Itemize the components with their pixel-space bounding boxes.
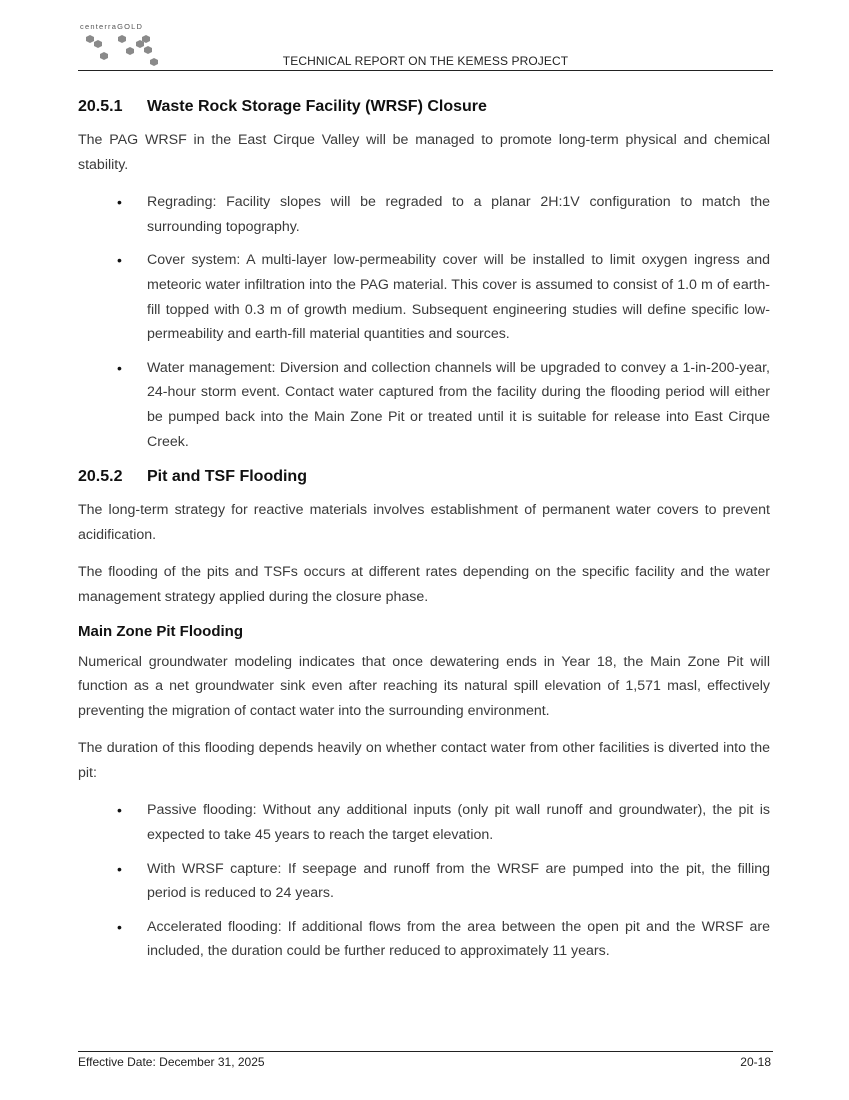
paragraph: The long-term strategy for reactive materials involves establishment of permanent water covers to prevent acidification. [78, 502, 770, 543]
list-item-text: Passive flooding: Without any additional inputs (only pit wall runoff and groundwater), the pit is expected to take 45 years to reach the target elevation. [147, 802, 770, 844]
list-item [78, 356, 770, 454]
bullet-icon: • [117, 802, 122, 819]
bullet-icon: • [117, 359, 122, 376]
list-item [78, 248, 770, 346]
subsection-heading: Main Zone Pit Flooding [78, 622, 243, 640]
footer-divider [78, 1051, 773, 1052]
section-heading-20-5-2 [78, 468, 770, 486]
bullet-list [78, 190, 770, 454]
section-title: Waste Rock Storage Facility (WRSF) Closure [147, 98, 487, 115]
logo-wordmark: centerraGOLD [80, 22, 144, 31]
list-item [78, 857, 770, 906]
report-title: TECHNICAL REPORT ON THE KEMESS PROJECT [282, 54, 569, 68]
list-item-text: Water management: Diversion and collection channels will be upgraded to convey a 1-in-200-year, 24-hour storm event. Contact water captured from the facility during the flooding period will either be pumped back into the Main Zone Pit or treated until it is suitable for release into East Cirque Creek. [147, 359, 770, 450]
bullet-icon: • [117, 918, 122, 935]
effective-date: Effective Date: December 31, 2025 [78, 1055, 265, 1069]
list-item-text: Regrading: Facility slopes will be regraded to a planar 2H:1V configuration to match the surrounding topography. [147, 194, 770, 235]
list-item-text: With WRSF capture: If seepage and runoff from the WRSF are pumped into the pit, the filling period is reduced to 24 years. [147, 860, 770, 902]
paragraph: The duration of this flooding depends heavily on whether contact water from other facilities is diverted into the pit: [78, 740, 770, 781]
bullet-list [78, 798, 770, 964]
bullet-icon: • [117, 252, 122, 269]
paragraph: The flooding of the pits and TSFs occurs at different rates depending on the specific facility and the water management strategy applied during the closure phase. [78, 564, 770, 605]
document-body [78, 98, 770, 978]
list-item [78, 190, 770, 239]
list-item [78, 798, 770, 847]
page-number: 20-18 [740, 1055, 771, 1069]
list-item-text: Accelerated flooding: If additional flows from the area between the open pit and the WRSF are included, the duration could be further reduced to approximately 11 years. [147, 918, 770, 960]
bullet-icon: • [117, 194, 122, 211]
section-title: Pit and TSF Flooding [147, 468, 307, 486]
section-number: 20.5.2 [78, 468, 123, 486]
list-item-text: Cover system: A multi-layer low-permeability cover will be installed to limit oxygen ingress and meteoric water infiltration into the PAG material. This cover is assumed to consist of 1.0 m of earth-fill topped with 0.3 m of growth medium. Subsequent engineering studies will define specific low-permeability and earth-fill material quantities and sources. [147, 252, 770, 343]
section-number: 20.5.1 [78, 98, 123, 115]
list-item [78, 915, 770, 964]
section-heading-20-5-1 [78, 98, 770, 116]
paragraph: The PAG WRSF in the East Cirque Valley will be managed to promote long-term physical and chemical stability. [78, 132, 770, 173]
header-divider [78, 70, 773, 71]
paragraph: Numerical groundwater modeling indicates that once dewatering ends in Year 18, the Main Zone Pit will function as a net groundwater sink even after reaching its natural spill elevation of 1,571 masl, effectively preventing the migration of contact water into the surrounding environment. [78, 653, 770, 719]
bullet-icon: • [117, 860, 122, 877]
